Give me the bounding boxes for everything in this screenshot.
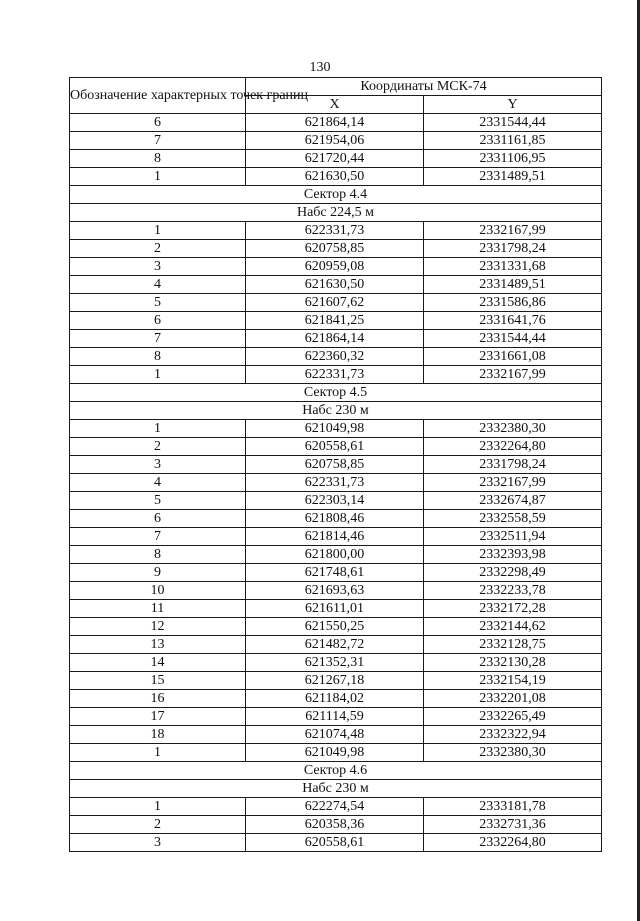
y-coordinate-cell: 2332674,87 [424, 492, 602, 510]
table-row [70, 654, 602, 672]
y-coordinate-cell: 2331544,44 [424, 330, 602, 348]
point-number-cell: 8 [70, 546, 246, 564]
section-label: Сектор 4.6 [70, 762, 602, 780]
point-number-cell: 4 [70, 276, 246, 294]
table-row [70, 312, 602, 330]
point-number-cell: 17 [70, 708, 246, 726]
coordinate-system-header: Координаты МСК-74 [246, 78, 602, 96]
x-coordinate-cell: 622274,54 [246, 798, 424, 816]
point-designation-header: Обозначение характерных точек границ [70, 78, 246, 114]
point-number-cell: 2 [70, 240, 246, 258]
table-row [70, 690, 602, 708]
point-number-cell: 5 [70, 492, 246, 510]
table-row [70, 132, 602, 150]
table-row [70, 114, 602, 132]
table-row [70, 798, 602, 816]
section-label: Набс 224,5 м [70, 204, 602, 222]
y-coordinate-cell: 2333181,78 [424, 798, 602, 816]
point-number-cell: 3 [70, 258, 246, 276]
table-row [70, 168, 602, 186]
x-column-header: X [246, 96, 424, 114]
point-number-cell: 12 [70, 618, 246, 636]
table-body [70, 114, 602, 852]
section-row [70, 204, 602, 222]
y-coordinate-cell: 2332298,49 [424, 564, 602, 582]
point-number-cell: 7 [70, 330, 246, 348]
coordinates-table [69, 77, 602, 852]
y-coordinate-cell: 2331798,24 [424, 240, 602, 258]
x-coordinate-cell: 621864,14 [246, 114, 424, 132]
section-label: Набс 230 м [70, 402, 602, 420]
table-row [70, 816, 602, 834]
point-number-cell: 1 [70, 222, 246, 240]
point-number-cell: 6 [70, 114, 246, 132]
y-coordinate-cell: 2332322,94 [424, 726, 602, 744]
point-number-cell: 5 [70, 294, 246, 312]
y-coordinate-cell: 2331489,51 [424, 276, 602, 294]
y-coordinate-cell: 2332201,08 [424, 690, 602, 708]
point-number-cell: 2 [70, 438, 246, 456]
y-coordinate-cell: 2332265,49 [424, 708, 602, 726]
y-coordinate-cell: 2332167,99 [424, 222, 602, 240]
x-coordinate-cell: 621841,25 [246, 312, 424, 330]
table-row [70, 276, 602, 294]
table-row [70, 564, 602, 582]
x-coordinate-cell: 620358,36 [246, 816, 424, 834]
x-coordinate-cell: 621800,00 [246, 546, 424, 564]
table-row [70, 582, 602, 600]
x-coordinate-cell: 620558,61 [246, 438, 424, 456]
x-coordinate-cell: 621611,01 [246, 600, 424, 618]
table-row [70, 618, 602, 636]
x-coordinate-cell: 621864,14 [246, 330, 424, 348]
y-coordinate-cell: 2332154,19 [424, 672, 602, 690]
table-row [70, 240, 602, 258]
point-number-cell: 4 [70, 474, 246, 492]
y-coordinate-cell: 2332731,36 [424, 816, 602, 834]
x-coordinate-cell: 621074,48 [246, 726, 424, 744]
section-row [70, 762, 602, 780]
y-coordinate-cell: 2332558,59 [424, 510, 602, 528]
table-row [70, 366, 602, 384]
y-coordinate-cell: 2331161,85 [424, 132, 602, 150]
point-number-cell: 1 [70, 420, 246, 438]
point-number-cell: 6 [70, 312, 246, 330]
section-label: Набс 230 м [70, 780, 602, 798]
table-row [70, 726, 602, 744]
section-row [70, 384, 602, 402]
point-number-cell: 1 [70, 366, 246, 384]
x-coordinate-cell: 622331,73 [246, 222, 424, 240]
point-number-cell: 18 [70, 726, 246, 744]
point-number-cell: 10 [70, 582, 246, 600]
section-row [70, 780, 602, 798]
x-coordinate-cell: 621630,50 [246, 168, 424, 186]
table-row [70, 150, 602, 168]
y-coordinate-cell: 2331331,68 [424, 258, 602, 276]
point-number-cell: 1 [70, 168, 246, 186]
x-coordinate-cell: 620558,61 [246, 834, 424, 852]
y-coordinate-cell: 2331489,51 [424, 168, 602, 186]
point-number-cell: 3 [70, 456, 246, 474]
table-row [70, 744, 602, 762]
y-coordinate-cell: 2332167,99 [424, 474, 602, 492]
page-number: 130 [309, 60, 331, 75]
table-header [70, 78, 602, 114]
x-coordinate-cell: 620959,08 [246, 258, 424, 276]
table-row [70, 708, 602, 726]
table-row [70, 294, 602, 312]
x-coordinate-cell: 620758,85 [246, 456, 424, 474]
point-number-cell: 7 [70, 528, 246, 546]
x-coordinate-cell: 621630,50 [246, 276, 424, 294]
y-coordinate-cell: 2332130,28 [424, 654, 602, 672]
table-row [70, 420, 602, 438]
point-number-cell: 11 [70, 600, 246, 618]
x-coordinate-cell: 622331,73 [246, 366, 424, 384]
y-coordinate-cell: 2331798,24 [424, 456, 602, 474]
x-coordinate-cell: 621184,02 [246, 690, 424, 708]
y-coordinate-cell: 2332233,78 [424, 582, 602, 600]
y-coordinate-cell: 2332264,80 [424, 438, 602, 456]
point-number-cell: 13 [70, 636, 246, 654]
table-row [70, 222, 602, 240]
table-row [70, 600, 602, 618]
y-coordinate-cell: 2332172,28 [424, 600, 602, 618]
x-coordinate-cell: 621954,06 [246, 132, 424, 150]
point-number-cell: 16 [70, 690, 246, 708]
table-row [70, 528, 602, 546]
table-row [70, 258, 602, 276]
table-row [70, 834, 602, 852]
point-number-cell: 6 [70, 510, 246, 528]
table-row [70, 474, 602, 492]
y-coordinate-cell: 2331661,08 [424, 348, 602, 366]
y-coordinate-cell: 2332144,62 [424, 618, 602, 636]
x-coordinate-cell: 622303,14 [246, 492, 424, 510]
point-number-cell: 3 [70, 834, 246, 852]
point-number-cell: 1 [70, 744, 246, 762]
x-coordinate-cell: 621352,31 [246, 654, 424, 672]
point-number-cell: 2 [70, 816, 246, 834]
x-coordinate-cell: 621482,72 [246, 636, 424, 654]
y-coordinate-cell: 2331544,44 [424, 114, 602, 132]
x-coordinate-cell: 621693,63 [246, 582, 424, 600]
x-coordinate-cell: 622360,32 [246, 348, 424, 366]
section-label: Сектор 4.5 [70, 384, 602, 402]
y-coordinate-cell: 2332167,99 [424, 366, 602, 384]
point-number-cell: 9 [70, 564, 246, 582]
section-row [70, 186, 602, 204]
table-row [70, 546, 602, 564]
x-coordinate-cell: 621550,25 [246, 618, 424, 636]
table-row [70, 510, 602, 528]
y-coordinate-cell: 2332264,80 [424, 834, 602, 852]
x-coordinate-cell: 621748,61 [246, 564, 424, 582]
point-number-cell: 8 [70, 348, 246, 366]
section-row [70, 402, 602, 420]
x-coordinate-cell: 621808,46 [246, 510, 424, 528]
point-number-cell: 1 [70, 798, 246, 816]
x-coordinate-cell: 621267,18 [246, 672, 424, 690]
point-number-cell: 7 [70, 132, 246, 150]
section-label: Сектор 4.4 [70, 186, 602, 204]
y-coordinate-cell: 2332128,75 [424, 636, 602, 654]
y-coordinate-cell: 2332380,30 [424, 420, 602, 438]
table-row [70, 456, 602, 474]
y-coordinate-cell: 2332393,98 [424, 546, 602, 564]
y-coordinate-cell: 2331586,86 [424, 294, 602, 312]
point-number-cell: 8 [70, 150, 246, 168]
x-coordinate-cell: 621720,44 [246, 150, 424, 168]
y-column-header: Y [424, 96, 602, 114]
x-coordinate-cell: 622331,73 [246, 474, 424, 492]
table-row [70, 672, 602, 690]
x-coordinate-cell: 620758,85 [246, 240, 424, 258]
table-row [70, 492, 602, 510]
x-coordinate-cell: 621114,59 [246, 708, 424, 726]
y-coordinate-cell: 2332511,94 [424, 528, 602, 546]
table-row [70, 636, 602, 654]
y-coordinate-cell: 2332380,30 [424, 744, 602, 762]
x-coordinate-cell: 621607,62 [246, 294, 424, 312]
x-coordinate-cell: 621049,98 [246, 744, 424, 762]
table-row [70, 348, 602, 366]
y-coordinate-cell: 2331106,95 [424, 150, 602, 168]
table-row [70, 438, 602, 456]
table-row [70, 330, 602, 348]
x-coordinate-cell: 621049,98 [246, 420, 424, 438]
point-number-cell: 15 [70, 672, 246, 690]
point-number-cell: 14 [70, 654, 246, 672]
y-coordinate-cell: 2331641,76 [424, 312, 602, 330]
x-coordinate-cell: 621814,46 [246, 528, 424, 546]
